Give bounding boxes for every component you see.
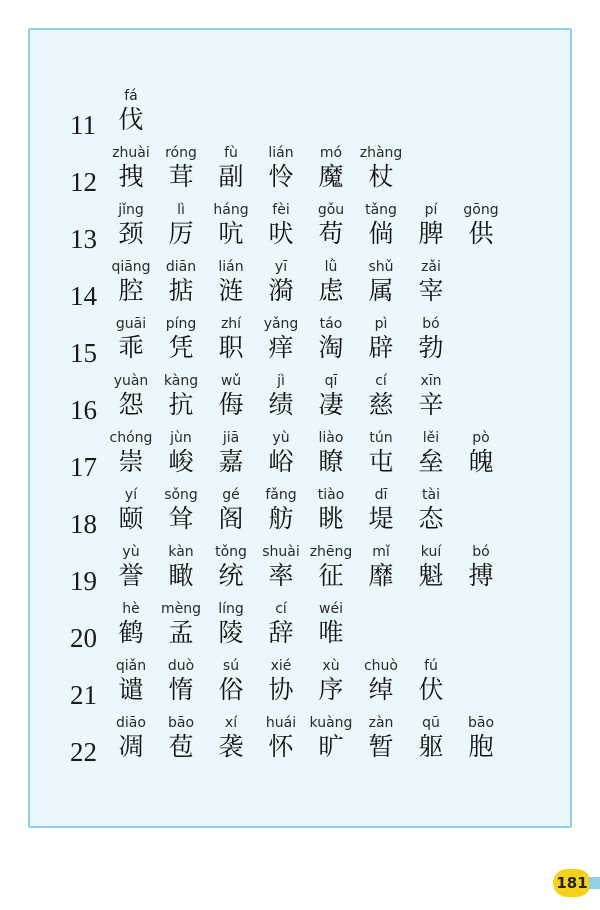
chinese-character: 谴 bbox=[118, 675, 144, 704]
page-number-badge: 181 bbox=[553, 869, 591, 897]
lesson-number: 16 bbox=[70, 395, 97, 425]
pinyin-label: gōng bbox=[463, 202, 499, 218]
character-entry bbox=[103, 715, 159, 763]
character-entry bbox=[153, 658, 209, 706]
pinyin-label: bó bbox=[422, 316, 440, 332]
chinese-character: 怀 bbox=[268, 732, 294, 761]
chinese-character: 袭 bbox=[218, 732, 244, 761]
character-entry bbox=[103, 544, 159, 592]
character-entry bbox=[153, 430, 209, 478]
pinyin-label: yí bbox=[124, 487, 138, 503]
chinese-character: 辛 bbox=[418, 390, 444, 419]
chinese-character: 苟 bbox=[318, 219, 344, 248]
chinese-character: 堤 bbox=[368, 504, 394, 533]
chinese-character: 颐 bbox=[118, 504, 144, 533]
chinese-character: 辟 bbox=[368, 333, 394, 362]
lesson-row bbox=[0, 430, 560, 487]
pinyin-label: pò bbox=[472, 430, 490, 446]
character-entry bbox=[203, 715, 259, 763]
chinese-character: 凋 bbox=[118, 732, 144, 761]
pinyin-label: huái bbox=[265, 715, 297, 731]
character-entry bbox=[453, 202, 509, 250]
pinyin-label: shuài bbox=[262, 544, 300, 560]
lesson-number: 13 bbox=[70, 224, 97, 254]
character-entry bbox=[303, 601, 359, 649]
chinese-character: 凄 bbox=[318, 390, 344, 419]
pinyin-label: mǐ bbox=[372, 544, 390, 560]
chinese-character: 陵 bbox=[218, 618, 244, 647]
pinyin-label: kuí bbox=[420, 544, 442, 560]
pinyin-label: cí bbox=[275, 601, 287, 617]
chinese-character: 绰 bbox=[368, 675, 394, 704]
pinyin-label: yù bbox=[272, 430, 290, 446]
lesson-row bbox=[0, 601, 560, 658]
character-entry bbox=[103, 88, 159, 136]
pinyin-label: kàng bbox=[163, 373, 199, 389]
character-entry bbox=[203, 430, 259, 478]
character-entry bbox=[403, 373, 459, 421]
chinese-character: 态 bbox=[418, 504, 444, 533]
character-entry bbox=[203, 373, 259, 421]
chinese-character: 茸 bbox=[168, 162, 194, 191]
chinese-character: 脾 bbox=[418, 219, 444, 248]
chinese-character: 搏 bbox=[468, 561, 494, 590]
pinyin-label: píng bbox=[165, 316, 197, 332]
chinese-character: 淘 bbox=[318, 333, 344, 362]
character-entry bbox=[353, 430, 409, 478]
character-entry bbox=[103, 145, 159, 193]
character-entry bbox=[403, 487, 459, 535]
character-entry bbox=[453, 544, 509, 592]
pinyin-label: tiào bbox=[317, 487, 345, 503]
pinyin-label: hè bbox=[122, 601, 140, 617]
pinyin-label: bāo bbox=[167, 715, 195, 731]
pinyin-label: qū bbox=[422, 715, 440, 731]
chinese-character: 凭 bbox=[168, 333, 194, 362]
pinyin-label: liào bbox=[318, 430, 344, 446]
lesson-number: 17 bbox=[70, 452, 97, 482]
character-entry bbox=[353, 487, 409, 535]
character-entry bbox=[303, 202, 359, 250]
character-entry bbox=[103, 316, 159, 364]
character-entry bbox=[153, 487, 209, 535]
chinese-character: 副 bbox=[218, 162, 244, 191]
pinyin-label: sú bbox=[222, 658, 240, 674]
lesson-row bbox=[0, 373, 560, 430]
pinyin-label: wǔ bbox=[220, 373, 242, 389]
character-entry bbox=[303, 430, 359, 478]
pinyin-label: mèng bbox=[160, 601, 201, 617]
pinyin-label: cí bbox=[375, 373, 387, 389]
pinyin-label: xié bbox=[270, 658, 292, 674]
chinese-character: 靡 bbox=[368, 561, 394, 590]
chinese-character: 吠 bbox=[268, 219, 294, 248]
pinyin-label: gé bbox=[222, 487, 240, 503]
chinese-character: 瞰 bbox=[168, 561, 194, 590]
chinese-character: 勃 bbox=[418, 333, 444, 362]
pinyin-label: fǎng bbox=[265, 487, 297, 503]
chinese-character: 耸 bbox=[168, 504, 194, 533]
character-entry bbox=[153, 715, 209, 763]
character-entry bbox=[403, 658, 459, 706]
chinese-character: 辞 bbox=[268, 618, 294, 647]
chinese-character: 杖 bbox=[368, 162, 394, 191]
lesson-number: 11 bbox=[70, 110, 96, 140]
pinyin-label: zhuài bbox=[112, 145, 150, 161]
pinyin-label: duò bbox=[167, 658, 195, 674]
chinese-character: 掂 bbox=[168, 276, 194, 305]
chinese-character: 伏 bbox=[418, 675, 444, 704]
chinese-character: 魁 bbox=[418, 561, 444, 590]
character-entry bbox=[403, 202, 459, 250]
character-entry bbox=[303, 316, 359, 364]
character-entry bbox=[253, 259, 309, 307]
character-entry bbox=[153, 544, 209, 592]
character-entry bbox=[403, 544, 459, 592]
chinese-character: 苞 bbox=[168, 732, 194, 761]
pinyin-label: tǒng bbox=[215, 544, 247, 560]
chinese-character: 躯 bbox=[418, 732, 444, 761]
character-entry bbox=[103, 202, 159, 250]
chinese-character: 侮 bbox=[218, 390, 244, 419]
pinyin-label: wéi bbox=[319, 601, 343, 617]
chinese-character: 峪 bbox=[268, 447, 294, 476]
character-entry bbox=[403, 259, 459, 307]
pinyin-label: lěi bbox=[422, 430, 440, 446]
character-entry bbox=[153, 601, 209, 649]
lesson-row bbox=[0, 259, 560, 316]
pinyin-label: chóng bbox=[109, 430, 153, 446]
chinese-character: 征 bbox=[318, 561, 344, 590]
pinyin-label: lǜ bbox=[324, 259, 338, 275]
character-entry bbox=[303, 145, 359, 193]
lesson-row bbox=[0, 316, 560, 373]
pinyin-label: tǎng bbox=[365, 202, 397, 218]
lesson-row bbox=[0, 544, 560, 601]
pinyin-label: xù bbox=[322, 658, 340, 674]
character-entry bbox=[103, 487, 159, 535]
character-entry bbox=[353, 373, 409, 421]
chinese-character: 崇 bbox=[118, 447, 144, 476]
pinyin-label: zàn bbox=[368, 715, 394, 731]
chinese-character: 鹤 bbox=[118, 618, 144, 647]
pinyin-label: fù bbox=[224, 145, 238, 161]
pinyin-label: zhēng bbox=[309, 544, 353, 560]
pinyin-label: yuàn bbox=[113, 373, 149, 389]
pinyin-label: gǒu bbox=[317, 202, 345, 218]
pinyin-label: lián bbox=[268, 145, 294, 161]
pinyin-label: chuò bbox=[363, 658, 398, 674]
pinyin-label: diāo bbox=[116, 715, 146, 731]
pinyin-label: lián bbox=[218, 259, 244, 275]
character-entry bbox=[253, 715, 309, 763]
character-entry bbox=[453, 715, 509, 763]
chinese-character: 魔 bbox=[318, 162, 344, 191]
character-entry bbox=[153, 202, 209, 250]
character-entry bbox=[353, 544, 409, 592]
chinese-character: 慈 bbox=[368, 390, 394, 419]
character-entry bbox=[353, 259, 409, 307]
character-entry bbox=[353, 715, 409, 763]
character-entry bbox=[453, 430, 509, 478]
pinyin-label: qī bbox=[324, 373, 338, 389]
character-entry bbox=[303, 373, 359, 421]
lesson-row bbox=[0, 658, 560, 715]
chinese-character: 暂 bbox=[368, 732, 394, 761]
chinese-character: 拽 bbox=[118, 162, 144, 191]
character-entry bbox=[253, 430, 309, 478]
character-entry bbox=[253, 544, 309, 592]
chinese-character: 颈 bbox=[118, 219, 144, 248]
pinyin-label: mó bbox=[319, 145, 343, 161]
pinyin-label: qiāng bbox=[111, 259, 151, 275]
pinyin-label: tài bbox=[422, 487, 440, 503]
character-entry bbox=[253, 658, 309, 706]
character-entry bbox=[253, 487, 309, 535]
pinyin-label: jiā bbox=[222, 430, 240, 446]
chinese-character: 惰 bbox=[168, 675, 194, 704]
chinese-character: 属 bbox=[368, 276, 394, 305]
lesson-row bbox=[0, 145, 560, 202]
pinyin-label: jì bbox=[277, 373, 285, 389]
pinyin-label: pí bbox=[424, 202, 438, 218]
pinyin-label: zhí bbox=[220, 316, 242, 332]
pinyin-label: táo bbox=[319, 316, 343, 332]
chinese-character: 魄 bbox=[468, 447, 494, 476]
pinyin-label: líng bbox=[218, 601, 244, 617]
pinyin-label: yǎng bbox=[263, 316, 299, 332]
character-entry bbox=[203, 487, 259, 535]
chinese-character: 倘 bbox=[368, 219, 394, 248]
pinyin-label: pì bbox=[374, 316, 388, 332]
pinyin-label: qiǎn bbox=[115, 658, 147, 674]
chinese-character: 厉 bbox=[168, 219, 194, 248]
character-entry bbox=[253, 316, 309, 364]
pinyin-label: xí bbox=[224, 715, 238, 731]
pinyin-label: bāo bbox=[467, 715, 495, 731]
character-entry bbox=[203, 601, 259, 649]
chinese-character: 协 bbox=[268, 675, 294, 704]
pinyin-label: sǒng bbox=[164, 487, 198, 503]
chinese-character: 宰 bbox=[418, 276, 444, 305]
lesson-number: 12 bbox=[70, 167, 97, 197]
character-entry bbox=[403, 715, 459, 763]
character-entry bbox=[103, 430, 159, 478]
pinyin-label: kàn bbox=[168, 544, 194, 560]
chinese-character: 舫 bbox=[268, 504, 294, 533]
character-entry bbox=[303, 259, 359, 307]
character-entry bbox=[353, 316, 409, 364]
pinyin-label: zhàng bbox=[359, 145, 403, 161]
chinese-character: 抗 bbox=[168, 390, 194, 419]
character-entry bbox=[103, 373, 159, 421]
chinese-character: 垒 bbox=[418, 447, 444, 476]
chinese-character: 统 bbox=[218, 561, 244, 590]
lesson-number: 14 bbox=[70, 281, 97, 311]
pinyin-label: kuàng bbox=[309, 715, 353, 731]
character-entry bbox=[403, 316, 459, 364]
pinyin-label: guāi bbox=[115, 316, 147, 332]
chinese-character: 吭 bbox=[218, 219, 244, 248]
pinyin-label: xīn bbox=[420, 373, 442, 389]
chinese-character: 怨 bbox=[118, 390, 144, 419]
character-entry bbox=[203, 259, 259, 307]
chinese-character: 漪 bbox=[268, 276, 294, 305]
character-entry bbox=[103, 601, 159, 649]
lesson-number: 19 bbox=[70, 566, 97, 596]
pinyin-label: fèi bbox=[272, 202, 290, 218]
chinese-character: 伐 bbox=[118, 105, 144, 134]
character-entry bbox=[203, 544, 259, 592]
character-entry bbox=[303, 544, 359, 592]
chinese-character: 嘉 bbox=[218, 447, 244, 476]
pinyin-label: lì bbox=[177, 202, 185, 218]
character-entry bbox=[153, 316, 209, 364]
character-entry bbox=[203, 202, 259, 250]
lesson-number: 21 bbox=[70, 680, 97, 710]
lesson-number: 15 bbox=[70, 338, 97, 368]
pinyin-label: yù bbox=[122, 544, 140, 560]
pinyin-label: jǐng bbox=[118, 202, 144, 218]
chinese-character: 唯 bbox=[318, 618, 344, 647]
character-entry bbox=[153, 259, 209, 307]
character-entry bbox=[353, 145, 409, 193]
chinese-character: 阁 bbox=[218, 504, 244, 533]
pinyin-label: shǔ bbox=[368, 259, 394, 275]
pinyin-label: diān bbox=[165, 259, 197, 275]
chinese-character: 瞭 bbox=[318, 447, 344, 476]
pinyin-label: zǎi bbox=[421, 259, 441, 275]
character-entry bbox=[203, 658, 259, 706]
lesson-number: 18 bbox=[70, 509, 97, 539]
character-entry bbox=[203, 145, 259, 193]
character-entry bbox=[253, 601, 309, 649]
pinyin-label: bó bbox=[472, 544, 490, 560]
chinese-character: 虑 bbox=[318, 276, 344, 305]
pinyin-label: jùn bbox=[170, 430, 192, 446]
lesson-row bbox=[0, 487, 560, 544]
chinese-character: 涟 bbox=[218, 276, 244, 305]
character-entry bbox=[303, 658, 359, 706]
lesson-row bbox=[0, 88, 560, 145]
character-entry bbox=[303, 715, 359, 763]
chinese-character: 孟 bbox=[168, 618, 194, 647]
chinese-character: 怜 bbox=[268, 162, 294, 191]
chinese-character: 腔 bbox=[118, 276, 144, 305]
pinyin-label: háng bbox=[213, 202, 249, 218]
character-entry bbox=[253, 145, 309, 193]
pinyin-label: fú bbox=[424, 658, 438, 674]
pinyin-label: dī bbox=[374, 487, 388, 503]
chinese-character: 职 bbox=[218, 333, 244, 362]
pinyin-label: róng bbox=[165, 145, 197, 161]
page-tab-decoration bbox=[589, 877, 600, 889]
pinyin-label: fá bbox=[124, 88, 138, 104]
lesson-list bbox=[0, 88, 560, 772]
character-entry bbox=[253, 373, 309, 421]
character-entry bbox=[353, 658, 409, 706]
chinese-character: 率 bbox=[268, 561, 294, 590]
chinese-character: 眺 bbox=[318, 504, 344, 533]
pinyin-label: tún bbox=[369, 430, 393, 446]
character-entry bbox=[353, 202, 409, 250]
lesson-number: 22 bbox=[70, 737, 97, 767]
character-entry bbox=[403, 430, 459, 478]
chinese-character: 峻 bbox=[168, 447, 194, 476]
character-entry bbox=[103, 658, 159, 706]
chinese-character: 屯 bbox=[368, 447, 394, 476]
chinese-character: 绩 bbox=[268, 390, 294, 419]
chinese-character: 旷 bbox=[318, 732, 344, 761]
pinyin-label: yī bbox=[274, 259, 288, 275]
character-entry bbox=[153, 145, 209, 193]
chinese-character: 誉 bbox=[118, 561, 144, 590]
chinese-character: 乖 bbox=[118, 333, 144, 362]
chinese-character: 俗 bbox=[218, 675, 244, 704]
chinese-character: 供 bbox=[468, 219, 494, 248]
character-entry bbox=[203, 316, 259, 364]
character-entry bbox=[253, 202, 309, 250]
chinese-character: 痒 bbox=[268, 333, 294, 362]
chinese-character: 序 bbox=[318, 675, 344, 704]
character-entry bbox=[103, 259, 159, 307]
lesson-row bbox=[0, 715, 560, 772]
character-entry bbox=[153, 373, 209, 421]
chinese-character: 胞 bbox=[468, 732, 494, 761]
lesson-number: 20 bbox=[70, 623, 97, 653]
character-entry bbox=[303, 487, 359, 535]
lesson-row bbox=[0, 202, 560, 259]
